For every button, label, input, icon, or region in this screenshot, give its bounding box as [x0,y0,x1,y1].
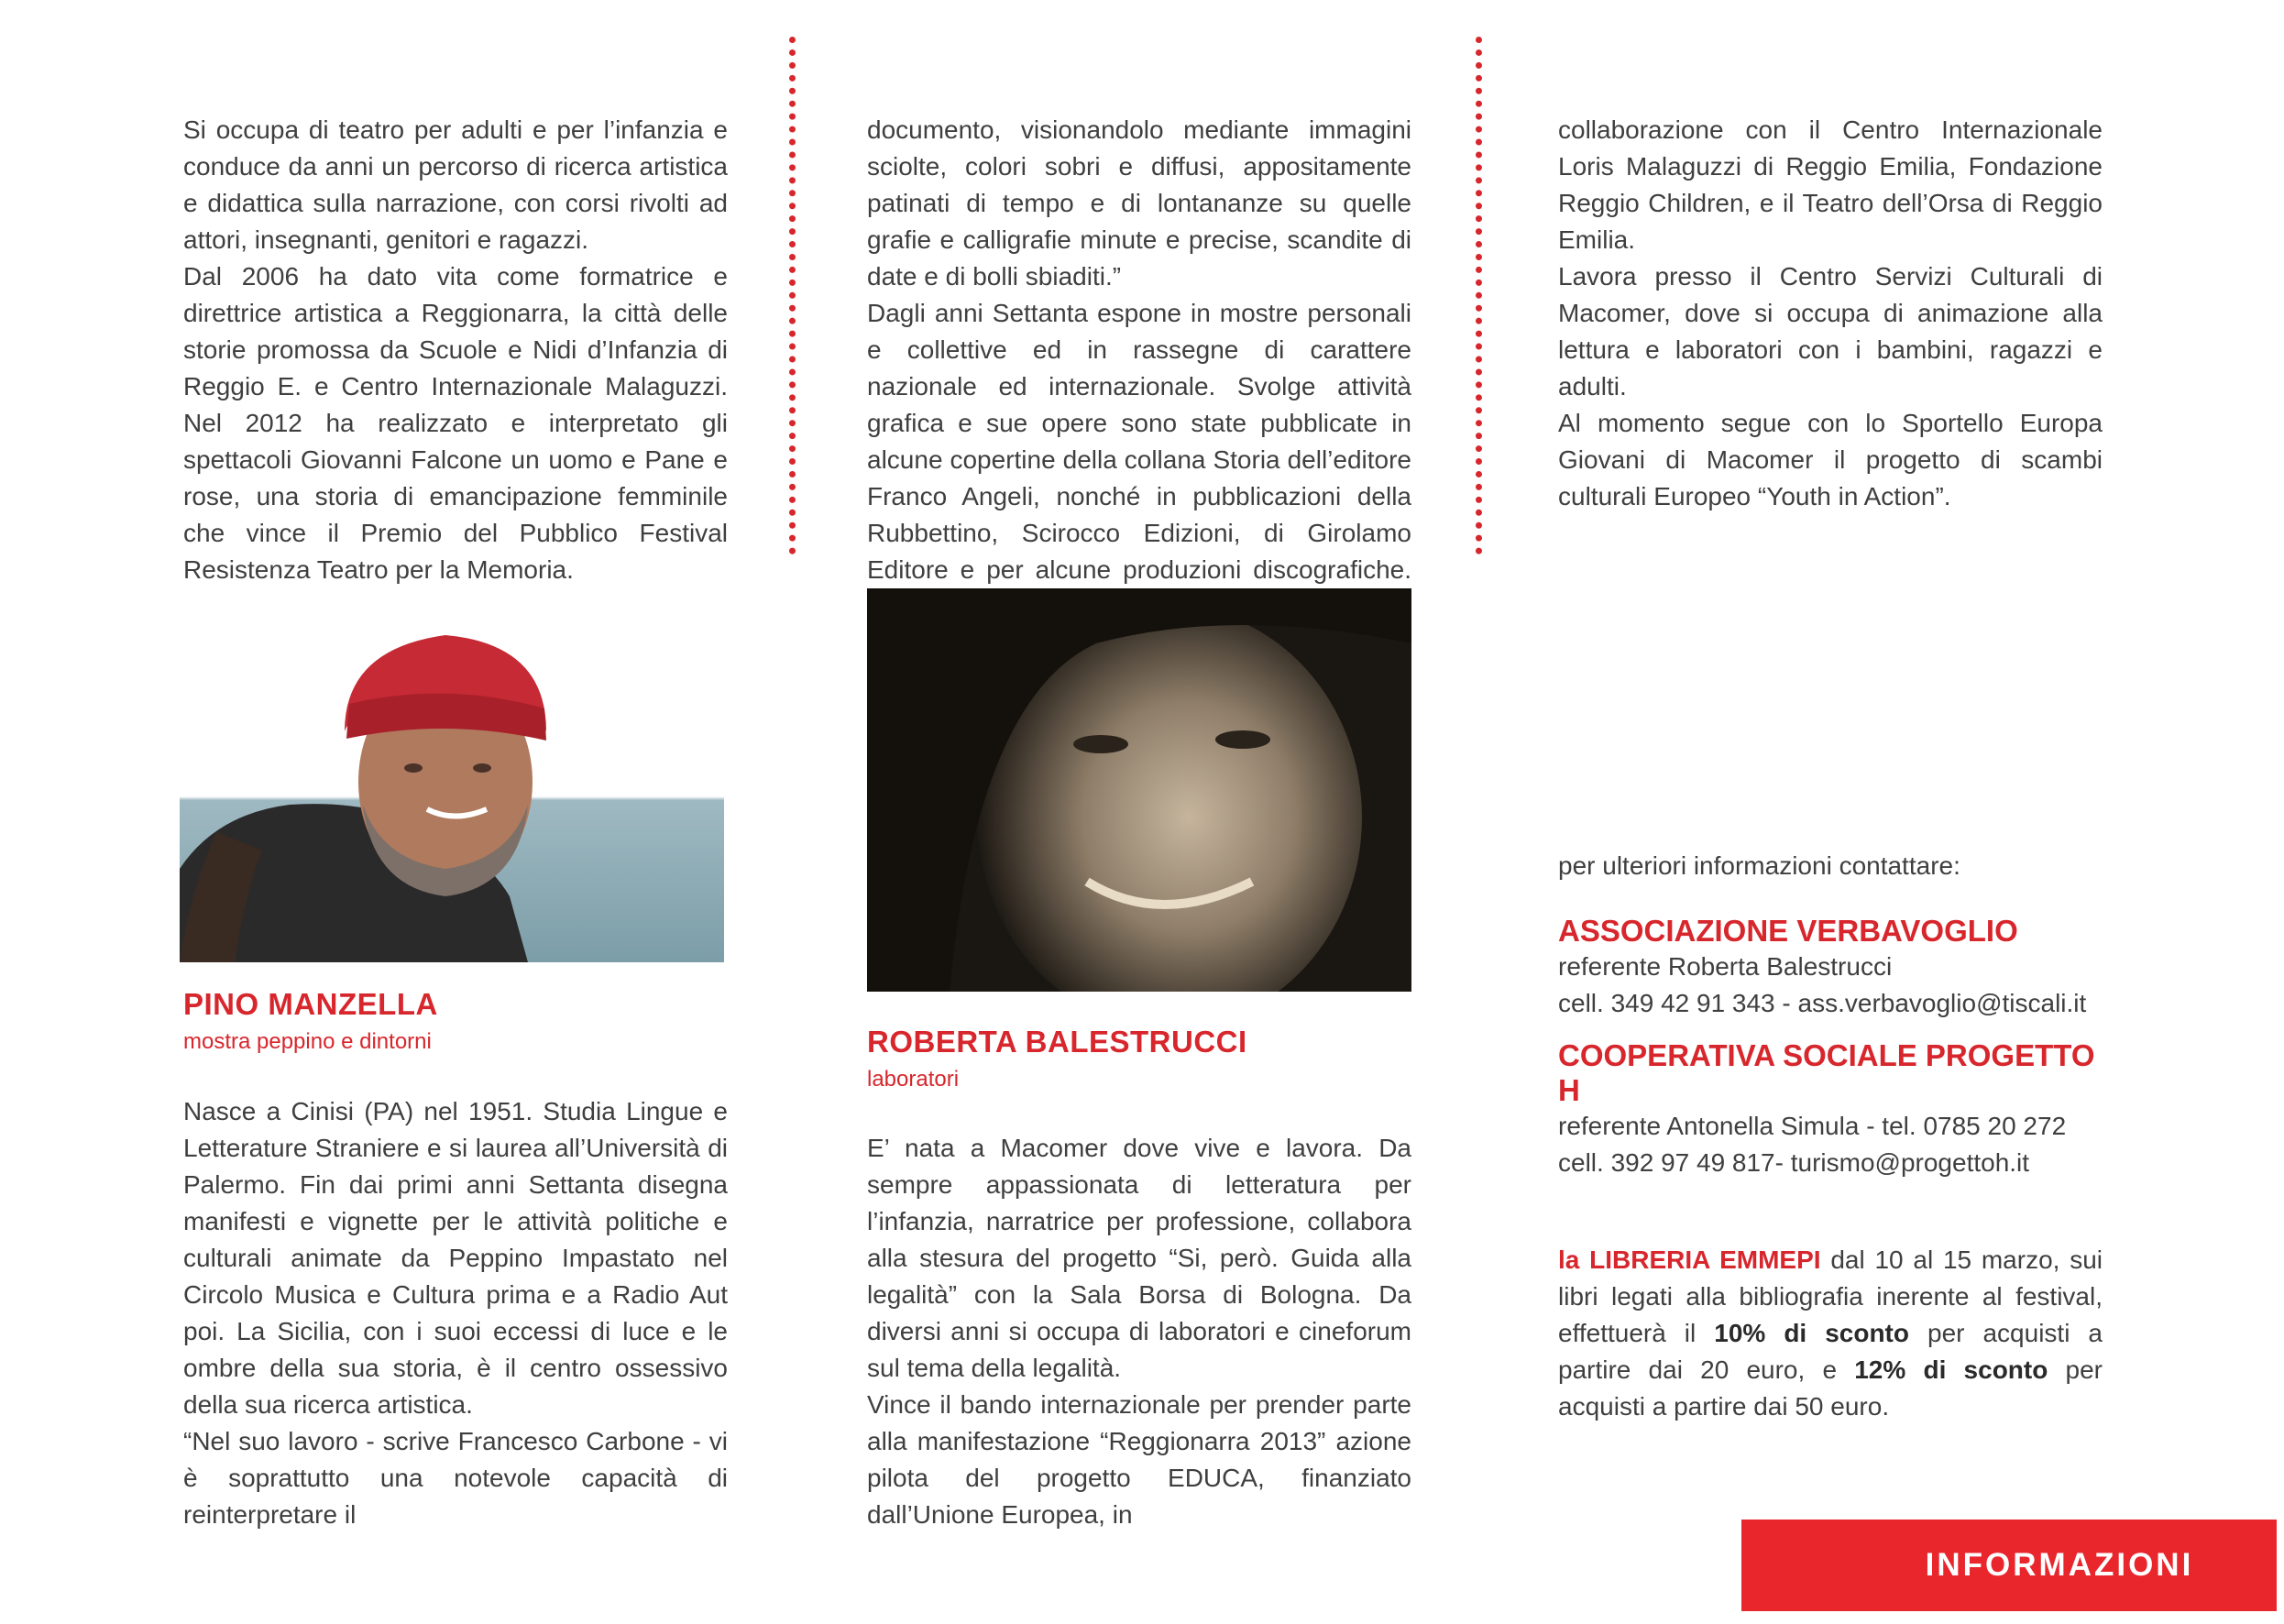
org-verbavoglio-referent: referente Roberta Balestrucci [1558,952,1893,981]
dotted-divider-1 [789,37,796,554]
libreria-text-1: dal 10 al 15 marzo, sui libri legati alla bibliografia inerente al festival, effettuerà il [1558,1245,2103,1347]
libreria-text-2: per acquisti a partire dai 20 euro, e [1558,1319,2103,1384]
contact-section [1558,848,2108,1181]
portrait-woman-sepia-image [867,588,1411,992]
pino-manzella-caption [183,987,728,1055]
pino-manzella-photo [180,594,724,962]
libreria-text [1558,1242,2103,1425]
portrait-man-headband-image [180,594,724,962]
discount-12: 12% di sconto [1854,1355,2048,1384]
org-progetto-h-referent: referente Antonella Simula - tel. 0785 20 272 [1558,1112,2067,1140]
org-progetto-h-contact: cell. 392 97 49 817- turismo@progettoh.it [1558,1148,2030,1177]
column-2-intro-text: documento, visionandolo mediante immagini sciolte, colori sobri e diffusi, appositamente patinati di tempo e di lontananze su quelle grafie e calligrafie minute e precise, scandite di date e di bolli sbiaditi.” Dagli anni Settanta espone in mostre personali e collettive ed in rassegne di carattere nazionale ed internazionale. Svolge attività grafica e sue opere sono state pubblicate in alcune copertine della collana Storia dell’editore Franco Angeli, nonché in pubblicazioni della Rubbettino, Scirocco Edizioni, di Girolamo Editore e per alcune produzioni discografiche. [867,115,1411,584]
column-2 [867,112,1411,662]
person-role-roberta: laboratori [867,1067,960,1092]
person-role-pino: mostra peppino e dintorni [183,1029,432,1054]
roberta-balestrucci-photo [867,588,1411,992]
column-3-intro-text: collaborazione con il Centro Internazionale Loris Malaguzzi di Reggio Emilia, Fondazione Reggio Children, e il Teatro dell’Orsa di Reggio Emilia. Lavora presso il Centro Servizi Culturali di Macomer, dove si occupa di animazione alla lettura e laboratori con i bambini, ragazzi e adulti. Al momento segue con lo Sportello Europa Giovani di Macomer il progetto di scambi culturali Europeo “Youth in Action”. [1558,115,2103,510]
person-name-roberta: ROBERTA BALESTRUCCI [867,1025,1247,1059]
column-3 [1558,112,2103,515]
person-name-pino: PINO MANZELLA [183,987,438,1021]
org-verbavoglio-name: ASSOCIAZIONE VERBAVOGLIO [1558,914,2018,948]
contact-intro: per ulteriori informazioni contattare: [1558,851,1960,880]
roberta-balestrucci-bio [867,1130,1411,1533]
dotted-divider-2 [1476,37,1482,554]
libreria-name: la LIBRERIA EMMEPI [1558,1245,1821,1274]
informazioni-label: INFORMAZIONI [1925,1547,2194,1583]
roberta-bio-text: E’ nata a Macomer dove vive e lavora. Da sempre appassionata di letteratura per l’infanzia, narratrice per professione, collabora alla stesura del progetto “Si, però. Guida alla legalità” con la Sala Borsa di Bologna. Da diversi anni si occupa di laboratori e cineforum sul tema della legalità. Vince il bando internazionale per prender parte alla manifestazione “Reggionarra 2013” azione pilota del progetto EDUCA, finanziato dall’Unione Europea, in [867,1134,1411,1529]
org-verbavoglio [1558,914,2108,1022]
libreria-section [1558,1242,2103,1425]
org-progetto-h-name: COOPERATIVA SOCIALE PROGETTO H [1558,1038,2095,1107]
pino-manzella-bio [183,1093,728,1533]
org-verbavoglio-contact: cell. 349 42 91 343 - ass.verbavoglio@tiscali.it [1558,989,2087,1017]
discount-10: 10% di sconto [1714,1319,1909,1347]
column-1 [183,112,728,588]
org-progetto-h [1558,1038,2108,1181]
libreria-text-3: per acquisti a partire dai 50 euro. [1558,1355,2103,1421]
roberta-balestrucci-caption [867,1025,1411,1092]
informazioni-bar [1741,1520,2277,1611]
column-1-intro-text: Si occupa di teatro per adulti e per l’infanzia e conduce da anni un percorso di ricerca artistica e didattica sulla narrazione, con corsi rivolti ad attori, insegnanti, genitori e ragazzi. Dal 2006 ha dato vita come formatrice e direttrice artistica a Reggionarra, la città delle storie promossa da Scuole e Nidi d’Infanzia di Reggio E. e Centro Internazionale Malaguzzi. Nel 2012 ha realizzato e interpretato gli spettacoli Giovanni Falcone un uomo e Pane e rose, una storia di emancipazione femminile che vince il Premio del Pubblico Festival Resistenza Teatro per la Memoria. [183,115,728,584]
pino-bio-text: Nasce a Cinisi (PA) nel 1951. Studia Lingue e Letterature Straniere e si laurea all’Università di Palermo. Fin dai primi anni Settanta disegna manifesti e vignette per le attività politiche e culturali animate da Peppino Impastato nel Circolo Musica e Cultura prima e a Radio Aut poi. La Sicilia, con i suoi eccessi di luce e le ombre della sua storia, è il centro ossessivo della sua ricerca artistica. “Nel suo lavoro - scrive Francesco Carbone - vi è soprattutto una notevole capacità di reinterpretare il [183,1097,728,1529]
